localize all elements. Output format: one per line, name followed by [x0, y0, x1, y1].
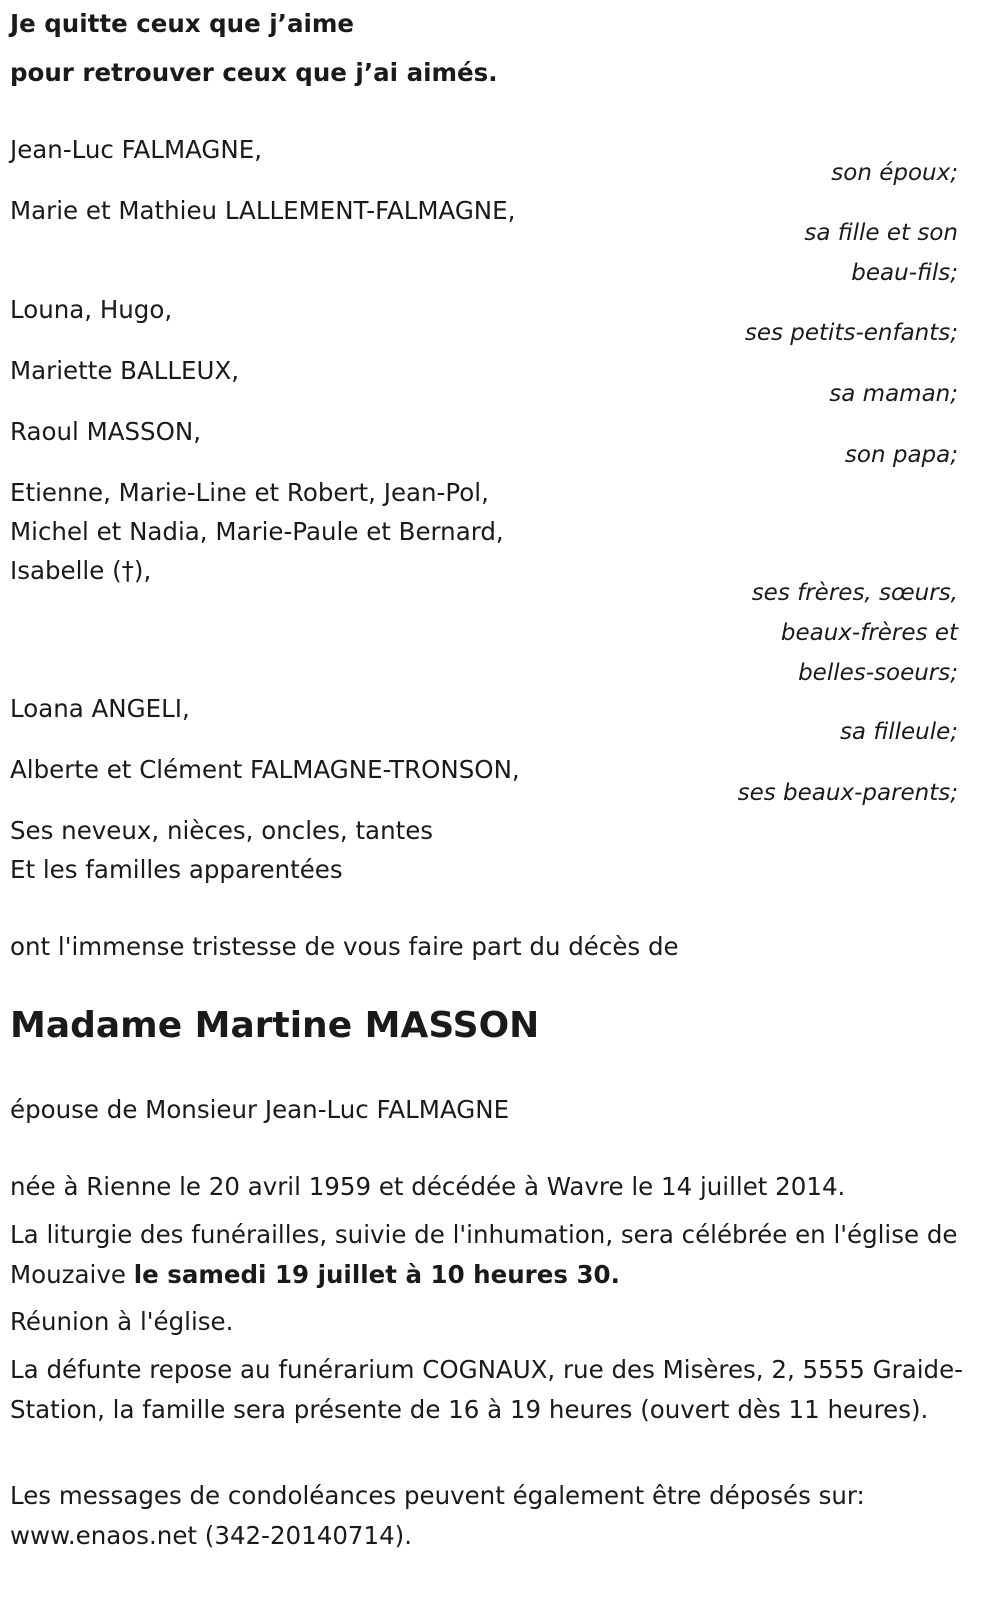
- spouse-line: épouse de Monsieur Jean-Luc FALMAGNE: [10, 1095, 510, 1124]
- relation-siblings: [658, 573, 958, 693]
- relation-spouse: [658, 153, 958, 193]
- family-name-daughter: Marie et Mathieu LALLEMENT-FALMAGNE,: [10, 196, 516, 225]
- family-name-father: Raoul MASSON,: [10, 417, 202, 446]
- epigraph-line-2: pour retrouver ceux que j’ai aimés.: [10, 58, 498, 87]
- relation-text: beau-fils;: [851, 260, 958, 286]
- relation-text: ses petits-enfants;: [744, 320, 958, 346]
- family-name-grandchildren: Louna, Hugo,: [10, 295, 173, 324]
- birth-death-line: née à Rienne le 20 avril 1959 et décédée à Wavre le 14 juillet 2014.: [10, 1172, 846, 1201]
- relation-parents-in-law: [658, 773, 958, 813]
- relation-father: [658, 435, 958, 475]
- funeral-text: La liturgie des funérailles, suivie de l'inhumation, sera célébrée en l'église de Mouzaive: [10, 1220, 958, 1289]
- relation-text: beaux-frères et: [780, 620, 958, 646]
- relation-text: sa filleule;: [839, 719, 958, 745]
- meeting-line: Réunion à l'église.: [10, 1307, 234, 1336]
- funerarium-paragraph: La défunte repose au funérarium COGNAUX, rue des Misères, 2, 5555 Graide-Station, la famille sera présente de 16 à 19 heures (ouvert dès 11 heures).: [10, 1355, 963, 1424]
- family-name-goddaughter: Loana ANGELI,: [10, 694, 190, 723]
- announcement-text: ont l'immense tristesse de vous faire part du décès de: [10, 932, 679, 961]
- family-name-spouse: Jean-Luc FALMAGNE,: [10, 135, 262, 164]
- epigraph-line-1: Je quitte ceux que j’aime: [10, 9, 355, 38]
- funeral-paragraph: [10, 1215, 990, 1295]
- relation-grandchildren: [658, 313, 958, 353]
- family-name-siblings-line-1: Etienne, Marie-Line et Robert, Jean-Pol,: [10, 478, 489, 507]
- family-name-extended-line-2: Et les familles apparentées: [10, 855, 343, 884]
- funeral-date: le samedi 19 juillet à 10 heures 30.: [133, 1260, 620, 1289]
- family-name-siblings-line-3: Isabelle (†),: [10, 556, 152, 585]
- relation-text: ses frères, sœurs,: [751, 580, 958, 606]
- relation-mother: [658, 374, 958, 414]
- relation-text: sa fille et son: [804, 220, 958, 246]
- relation-text: ses beaux-parents;: [737, 780, 958, 806]
- relation-goddaughter: [658, 712, 958, 752]
- relation-daughter: [658, 213, 958, 293]
- relation-text: son papa;: [844, 442, 958, 468]
- family-name-siblings-line-2: Michel et Nadia, Marie-Paule et Bernard,: [10, 517, 504, 546]
- relation-text: belles-soeurs;: [798, 660, 958, 686]
- family-name-extended-line-1: Ses neveux, nièces, oncles, tantes: [10, 816, 434, 845]
- condolences-paragraph: Les messages de condoléances peuvent également être déposés sur: www.enaos.net (342-20140714).: [10, 1481, 865, 1550]
- family-name-parents-in-law: Alberte et Clément FALMAGNE-TRONSON,: [10, 755, 520, 784]
- relation-text: sa maman;: [829, 381, 958, 407]
- family-name-mother: Mariette BALLEUX,: [10, 356, 240, 385]
- deceased-name: Madame Martine MASSON: [10, 1005, 540, 1046]
- relation-text: son époux;: [831, 160, 958, 186]
